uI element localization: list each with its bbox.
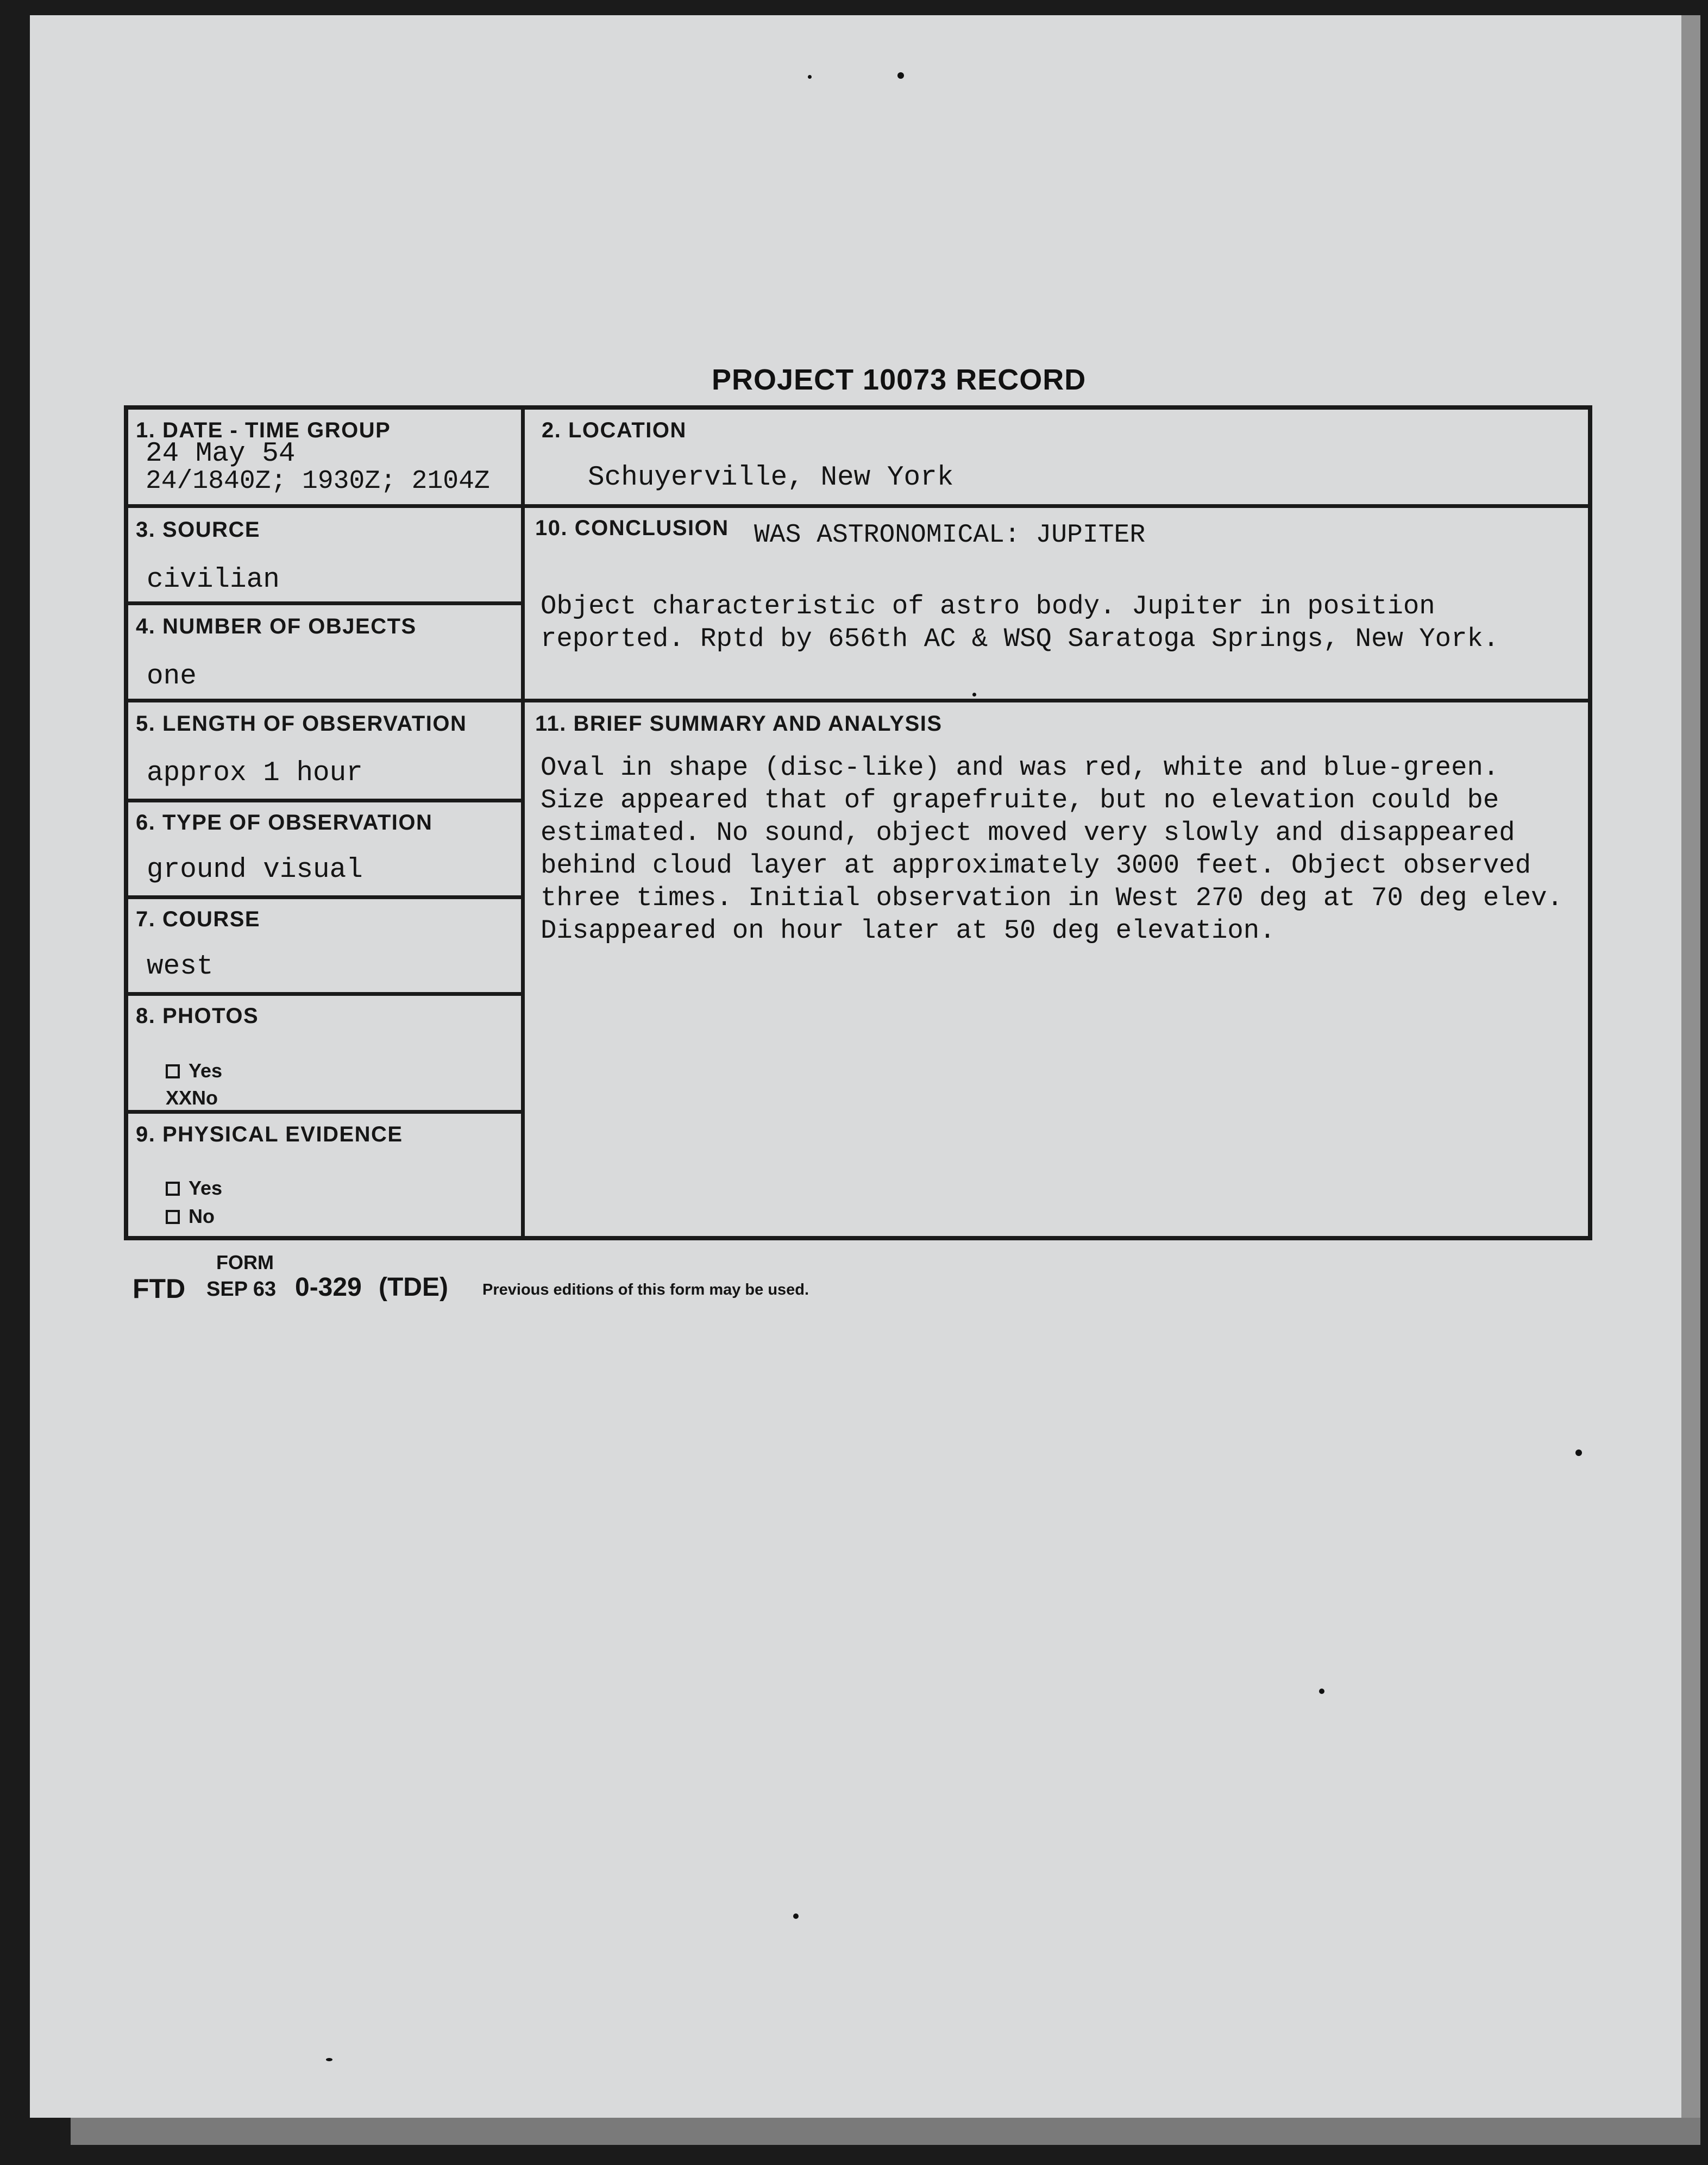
checkbox-icon — [166, 1210, 180, 1224]
source-label: 3. SOURCE — [136, 518, 261, 542]
scan-speck — [793, 1913, 799, 1919]
physical-evidence-label: 9. PHYSICAL EVIDENCE — [136, 1122, 403, 1146]
physical-evidence-yes-label: Yes — [189, 1177, 223, 1199]
sheet-shadow-right — [1681, 15, 1700, 2123]
scan-speck — [326, 2058, 332, 2061]
photos-yes-option — [166, 1059, 222, 1082]
checkbox-icon — [166, 1182, 180, 1196]
type-of-observation-label: 6. TYPE OF OBSERVATION — [136, 811, 433, 834]
footer-ftd: FTD — [133, 1273, 186, 1304]
conclusion-text — [541, 590, 1499, 655]
scan-speck — [1319, 1689, 1324, 1694]
row-divider — [124, 1110, 523, 1114]
scan-speck — [1575, 1449, 1582, 1456]
time-group-value: 24/1840Z; 1930Z; 2104Z — [146, 467, 490, 496]
conclusion-text-line: Object characteristic of astro body. Jupiter in position — [541, 591, 1435, 622]
summary-text-line: behind cloud layer at approximately 3000 feet. Object observed — [541, 850, 1531, 881]
scan-speck — [972, 693, 976, 696]
conclusion-value: WAS ASTRONOMICAL: JUPITER — [754, 520, 1146, 550]
type-of-observation-value: ground visual — [147, 855, 363, 886]
physical-evidence-no-label: No — [189, 1205, 215, 1227]
length-of-observation-label: 5. LENGTH OF OBSERVATION — [136, 712, 467, 736]
course-label: 7. COURSE — [136, 907, 261, 931]
row-divider — [124, 699, 1592, 702]
summary-text-line: Disappeared on hour later at 50 deg elevation. — [541, 915, 1276, 946]
row-divider — [124, 992, 523, 996]
footer-tde: (TDE) — [379, 1273, 448, 1302]
photos-no-label: No — [192, 1087, 218, 1109]
length-of-observation-value: approx 1 hour — [147, 758, 363, 789]
form-title: PROJECT 10073 RECORD — [712, 363, 1087, 396]
course-value: west — [147, 951, 214, 982]
footer-note: Previous editions of this form may be used. — [482, 1281, 809, 1298]
row-divider — [124, 799, 523, 802]
column-divider — [521, 405, 525, 1240]
number-of-objects-label: 4. NUMBER OF OBJECTS — [136, 614, 417, 638]
conclusion-text-line: reported. Rptd by 656th AC & WSQ Saratoga Springs, New York. — [541, 624, 1499, 654]
photos-no-checkmark: XX — [166, 1087, 192, 1109]
source-value: civilian — [147, 564, 280, 595]
scan-speck — [808, 75, 812, 79]
physical-evidence-yes-option — [166, 1177, 222, 1200]
date-time-label: 1. DATE - TIME GROUP — [136, 418, 391, 442]
summary-text-line: Size appeared that of grapefruite, but no elevation could be — [541, 785, 1499, 815]
summary-text-line: Oval in shape (disc-like) and was red, white and blue-green. — [541, 752, 1499, 783]
location-label: 2. LOCATION — [542, 418, 687, 442]
footer-form-number: 0-329 — [295, 1273, 362, 1302]
date-value: 24 May 54 — [146, 438, 296, 469]
number-of-objects-value: one — [147, 661, 197, 692]
photos-no-option — [166, 1087, 218, 1109]
scan-speck — [897, 72, 904, 79]
summary-label: 11. BRIEF SUMMARY AND ANALYSIS — [535, 712, 943, 736]
photos-label: 8. PHOTOS — [136, 1004, 259, 1028]
row-divider — [124, 504, 1592, 508]
sheet-shadow-bottom — [71, 2118, 1700, 2145]
summary-text — [541, 751, 1563, 947]
summary-text-line: estimated. No sound, object moved very slowly and disappeared — [541, 818, 1515, 848]
summary-text-line: three times. Initial observation in West 270 deg at 70 deg elev. — [541, 883, 1563, 913]
row-divider — [124, 895, 523, 899]
footer-form-word: FORM — [216, 1251, 274, 1273]
row-divider — [124, 601, 523, 605]
conclusion-label: 10. CONCLUSION — [535, 516, 729, 540]
physical-evidence-no-option — [166, 1205, 215, 1228]
location-value: Schuyerville, New York — [588, 462, 954, 493]
checkbox-icon — [166, 1064, 180, 1078]
footer-date: SEP 63 — [206, 1278, 277, 1301]
photos-yes-label: Yes — [189, 1059, 223, 1082]
